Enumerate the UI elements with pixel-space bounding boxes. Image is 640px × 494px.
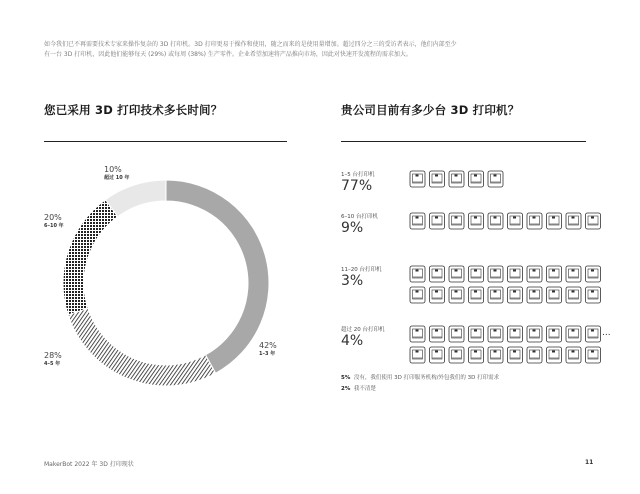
- note-text: 我不清楚: [353, 386, 376, 392]
- slice-pct: 20%: [44, 213, 62, 222]
- printer-row-label: 11–20 台打印机: [341, 267, 382, 273]
- printer-icon: [527, 326, 542, 342]
- note-pct: 2%: [341, 386, 351, 392]
- printer-icon: [527, 266, 542, 282]
- printer-icon: [410, 171, 425, 187]
- printer-icon: [527, 347, 542, 363]
- note-pct: 5%: [341, 375, 351, 381]
- more-printers-ellipsis: ...: [602, 328, 611, 338]
- printer-row-label: 超过 20 台打印机: [341, 327, 385, 333]
- printer-icon: [469, 287, 484, 303]
- printer-icon: [586, 287, 601, 303]
- printer-icon: [469, 266, 484, 282]
- printer-icon: [508, 326, 523, 342]
- printer-icon: [449, 326, 464, 342]
- slice-category: 6–10 年: [44, 223, 64, 229]
- printer-icon: [469, 326, 484, 342]
- note-none: [341, 373, 499, 381]
- printer-icon: [449, 171, 464, 187]
- printer-icon: [469, 213, 484, 229]
- slice-pct: 28%: [44, 351, 62, 360]
- printer-icon: [449, 347, 464, 363]
- printer-icon: [488, 326, 503, 342]
- left-chart-title: 您已采用 3D 打印技术多长时间？: [44, 103, 223, 117]
- note-unsure: [341, 384, 376, 392]
- right-chart-title: 贵公司目前有多少台 3D 打印机？: [341, 103, 520, 117]
- printer-icon: [488, 266, 503, 282]
- printer-icon: [449, 287, 464, 303]
- printer-icon: [508, 287, 523, 303]
- intro-line-1: 如今我们已不再需要技术专家来操作复杂的 3D 打印机。3D 打印更易于操作和使用，随之而来的是使用量增加。超过四分之三的受访者表示，他们内部至少: [44, 41, 457, 48]
- printer-icon: [469, 347, 484, 363]
- printer-icon: [430, 266, 445, 282]
- printer-icon: [488, 287, 503, 303]
- printer-icon: [508, 213, 523, 229]
- printer-icon: [488, 347, 503, 363]
- printer-row-pct: 4%: [341, 333, 364, 349]
- printer-icon: [547, 266, 562, 282]
- intro-line-2: 有一台 3D 打印机，因此他们能够每天 (29%) 或每周 (38%) 生产零件。企业希望加速将产品推向市场，因此对快速开发流程的需求加大。: [44, 51, 412, 58]
- slice-category: 4–5 年: [44, 361, 61, 367]
- printer-icon: [566, 213, 581, 229]
- printer-icon: [586, 266, 601, 282]
- page-number: 11: [585, 459, 594, 466]
- printer-icon: [430, 326, 445, 342]
- slice-pct: 42%: [259, 341, 277, 350]
- printer-icon: [469, 171, 484, 187]
- printer-icon: [449, 266, 464, 282]
- printer-icon: [410, 326, 425, 342]
- printer-icon: [527, 213, 542, 229]
- printer-icon: [430, 347, 445, 363]
- printer-row-pct: 3%: [341, 273, 364, 289]
- note-text: 没有，我们使用 3D 打印服务机构/外包我们的 3D 打印需求: [353, 375, 500, 381]
- printer-icon: [410, 266, 425, 282]
- printer-icon: [410, 213, 425, 229]
- slice-category: 1–3 年: [259, 351, 276, 357]
- printer-icon: [547, 326, 562, 342]
- printer-icon: [410, 347, 425, 363]
- printer-icon: [566, 287, 581, 303]
- printer-icon: [430, 287, 445, 303]
- printer-icon: [488, 171, 503, 187]
- printer-icon: [547, 347, 562, 363]
- printer-icon: [566, 347, 581, 363]
- printer-icon: [566, 266, 581, 282]
- printer-icon: [410, 287, 425, 303]
- printer-icon: [527, 287, 542, 303]
- printer-icon: [449, 213, 464, 229]
- printer-icon: [586, 213, 601, 229]
- footer-text: MakerBot 2022 年 3D 打印现状: [44, 461, 134, 468]
- printer-row-pct: 9%: [341, 220, 364, 236]
- printer-icon: [430, 213, 445, 229]
- printer-row-label: 1–5 台打印机: [341, 172, 375, 178]
- printer-icon: [430, 171, 445, 187]
- printer-icon: [488, 213, 503, 229]
- slice-category: 超过 10 年: [104, 175, 130, 181]
- printer-icon: [508, 347, 523, 363]
- slice-pct: 10%: [104, 165, 122, 174]
- printer-icon: [508, 266, 523, 282]
- printer-icon: [547, 213, 562, 229]
- printer-row-pct: 77%: [341, 178, 373, 194]
- printer-row-label: 6–10 台打印机: [341, 214, 378, 220]
- printer-icon: [586, 326, 601, 342]
- printer-icon: [586, 347, 601, 363]
- printer-icon: [566, 326, 581, 342]
- printer-icon: [547, 287, 562, 303]
